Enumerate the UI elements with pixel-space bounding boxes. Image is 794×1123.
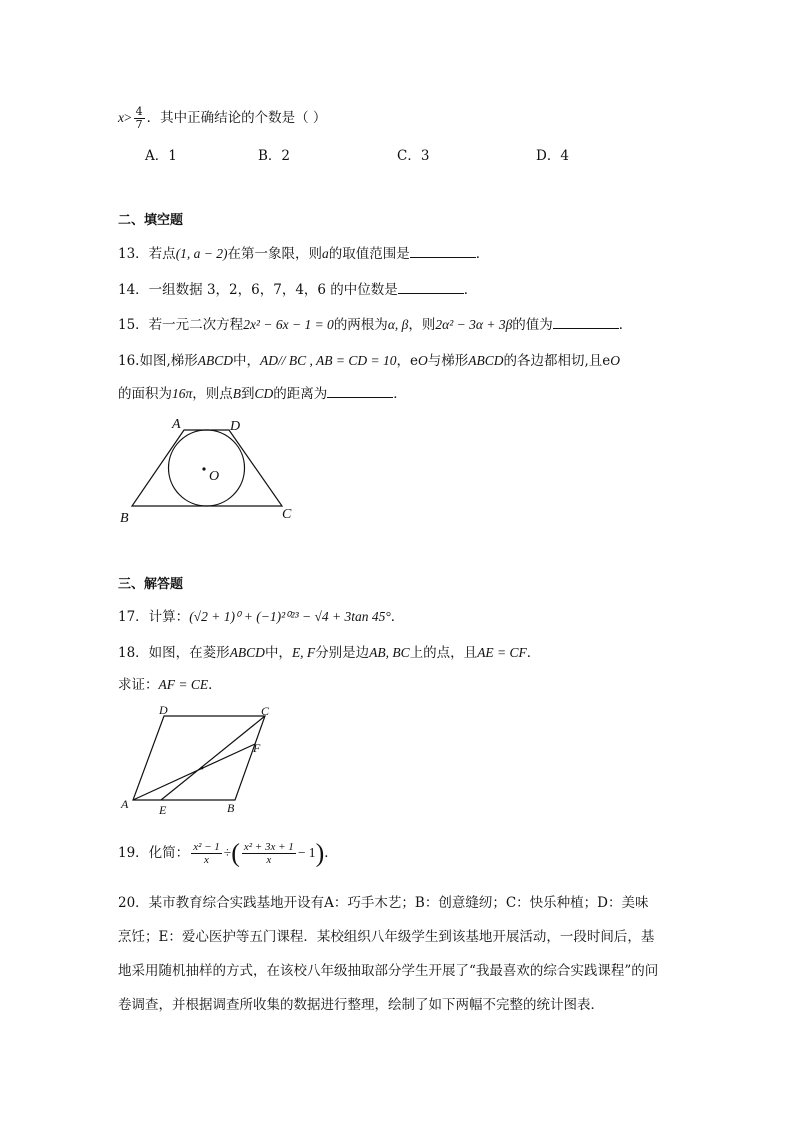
answer-blank[interactable] [398, 281, 464, 294]
question-19 [118, 838, 338, 869]
q16-text: ，则点 [192, 386, 233, 402]
divide-sign: ÷ [223, 845, 232, 860]
q18-end: ． [526, 645, 541, 661]
q19-end: ． [324, 845, 338, 861]
inscribed-circle [169, 430, 245, 506]
q17-end: ． [390, 609, 405, 625]
fraction-numerator: x² + 3x + 1 [243, 841, 294, 853]
question-16-line2 [118, 384, 407, 404]
label-a: A [172, 417, 181, 432]
q16-text: 的距离为 [273, 386, 328, 402]
answer-blank[interactable] [553, 316, 619, 329]
q13-text: 的取值范围是 [328, 246, 410, 262]
q16-end: ． [393, 386, 407, 402]
q16-o: O [610, 353, 621, 368]
q18-prove-label: 求证： [118, 677, 159, 693]
section-heading-solve: 三、解答题 [118, 577, 184, 592]
paren-close: ) [315, 838, 325, 868]
q18-text: 分别是边 [315, 645, 370, 661]
answer-blank[interactable] [327, 385, 393, 398]
label-b: B [227, 801, 235, 815]
var-x: x [118, 110, 124, 125]
q16-text: 16.如图,梯形 [118, 353, 198, 369]
q16-condition: AD// BC , AB = CD = 10 [260, 353, 397, 368]
q18-end: ． [208, 677, 222, 693]
fraction-denominator: x [204, 854, 209, 866]
q16-text: 的面积为 [118, 386, 172, 402]
q14-end: ． [463, 282, 478, 298]
q18-condition: AE = CF [477, 645, 527, 660]
question-20-line4: 卷调查，并根据调查所收集的数据进行整理，绘制了如下两幅不完整的统计图表． [118, 997, 604, 1013]
label-e: E [159, 803, 167, 817]
q18-abcd: ABCD [229, 645, 265, 660]
question-18 [118, 643, 540, 663]
q16-area: 16π [172, 386, 193, 401]
question-15 [118, 315, 632, 335]
q14-text: 14．一组数据 3，2，6，7，4，6 的中位数是 [118, 282, 398, 298]
q15-text: 15．若一元二次方程 [118, 317, 244, 333]
q16-b: B [232, 386, 242, 401]
q17-text: 17．计算： [118, 609, 190, 625]
question-13 [118, 244, 489, 264]
question-text: ．其中正确结论的个数是（ ） [146, 110, 327, 126]
q16-cd: CD [254, 386, 274, 401]
q16-text: 与梯形 [427, 353, 469, 369]
rhombus-shape [133, 716, 265, 800]
question-14 [118, 280, 477, 300]
question-20-line1: 20．某市教育综合实践基地开设有A：巧手木艺；B：创意缝纫；C：快乐种植；D：美味 [118, 895, 649, 911]
fraction-denominator: x [266, 854, 272, 866]
q15-equation: 2x² − 6x − 1 = 0 [243, 317, 334, 332]
q15-text: ，则 [408, 317, 436, 333]
q16-text: 的各边都相切,且e [503, 353, 611, 369]
section-heading-fill-blank: 二、填空题 [118, 213, 184, 228]
fraction-numerator: 4 [135, 105, 143, 118]
label-f: F [253, 741, 261, 755]
q13-point: (1, a − 2) [175, 246, 228, 261]
q17-expression: (√2 + 1)⁰ + (−1)²⁰²³ − √4 + 3tan 45° [189, 609, 391, 624]
q19-text: 19．化简： [118, 845, 190, 861]
question-20-line3: 地采用随机抽样的方式，在该校八年级抽取部分学生开展了“我最喜欢的综合实践课程”的问 [118, 963, 659, 979]
trapezoid-shape [132, 430, 282, 506]
q16-abcd: ABCD [468, 353, 504, 368]
q18-goal: AF = CE [158, 677, 209, 692]
fraction-1 [191, 841, 222, 866]
q16-o: O [418, 353, 428, 368]
question-16-line1 [118, 351, 620, 371]
label-a: A [121, 797, 129, 811]
fraction-numerator: x² − 1 [193, 841, 220, 853]
q13-text: 在第一象限，则 [227, 246, 323, 262]
question-17 [118, 607, 404, 627]
label-b: B [120, 511, 129, 526]
q18-ef: E, F [291, 645, 316, 660]
q18-text: 上的点，且 [409, 645, 478, 661]
q15-expression: 2α² − 3α + 3β [435, 317, 513, 332]
trapezoid-figure [110, 412, 310, 527]
fraction [134, 106, 145, 131]
q18-text: 18．如图，在菱形 [118, 645, 230, 661]
choice-c: C．3 [397, 148, 430, 164]
answer-blank[interactable] [410, 245, 476, 258]
gt-sign: > [124, 110, 132, 125]
question-20-line2: 烹饪；E：爱心医护等五门课程．某校组织八年级学生到该基地开展活动，一段时间后，基 [118, 929, 655, 945]
center-dot [202, 467, 205, 470]
choice-a: A．1 [145, 148, 177, 164]
q16-text: 到 [241, 386, 255, 402]
label-c: C [261, 704, 270, 718]
label-d: D [230, 419, 241, 434]
choice-d: D．4 [536, 148, 569, 164]
q16-text: 中， [233, 353, 261, 369]
q15-text: 的值为 [512, 317, 553, 333]
intersection-dot [201, 767, 204, 770]
rhombus-figure [115, 702, 275, 822]
q15-end: ． [618, 317, 633, 333]
paren-open: ( [231, 838, 240, 868]
segment-af [133, 744, 255, 800]
q18-sides: AB, BC [369, 645, 410, 660]
q15-text: 的两根为 [333, 317, 388, 333]
q13-end: ． [475, 246, 490, 262]
q18-text: 中， [264, 645, 292, 661]
q16-abcd: ABCD [197, 353, 234, 368]
question-18-prove [118, 675, 222, 695]
q15-roots: α, β [387, 317, 409, 332]
label-o: O [209, 469, 220, 484]
q12-tail [118, 106, 326, 131]
fraction-denominator: 7 [135, 118, 143, 131]
label-d: D [159, 703, 168, 717]
fraction-2 [242, 841, 296, 866]
choice-b: B．2 [258, 148, 291, 164]
q13-var: a [322, 246, 329, 261]
minus-one: − 1 [297, 845, 316, 860]
label-c: C [282, 507, 292, 522]
q16-text: ，e [396, 353, 418, 369]
q13-text: 13．若点 [118, 246, 176, 262]
